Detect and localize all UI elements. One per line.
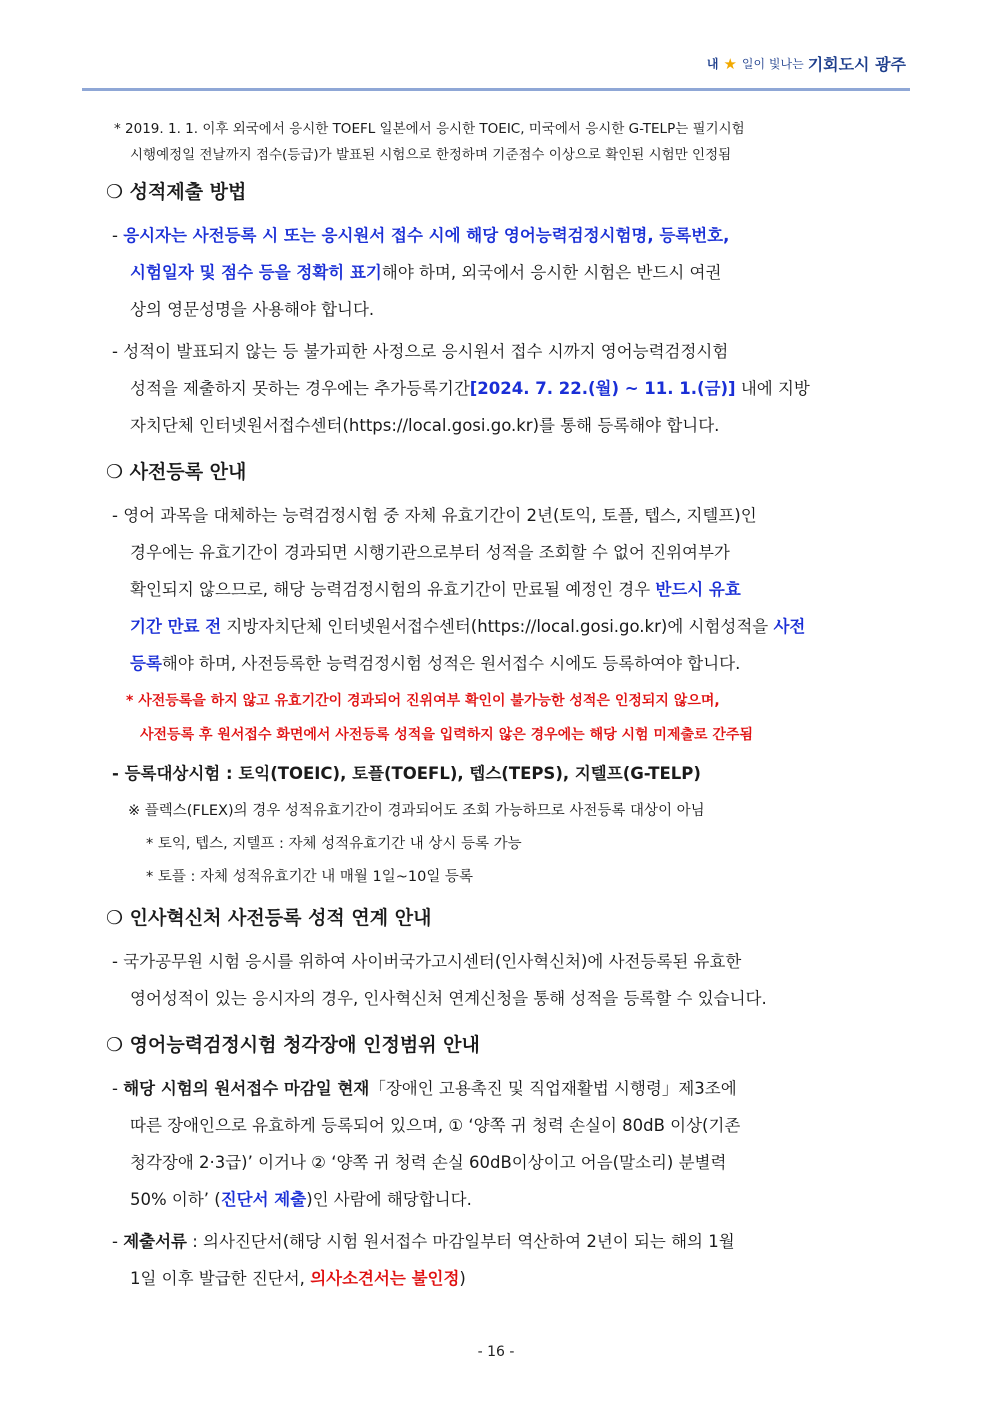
sec4-bullet1-line1 [112, 1075, 992, 1099]
sec4-blue-diagnosis: 진단서 제출 [220, 1190, 307, 1209]
sec4-text-documents: : 의사진단서(해당 시험 원서접수 마감일부터 역산하여 2년이 되는 해의 1월 [186, 1232, 735, 1251]
section-title-hearing-impairment: ❍ 영어능력검정시험 청각장애 인정범위 안내 [106, 1034, 480, 1056]
logo-small-text: 내 [706, 57, 719, 71]
dash: - [112, 226, 124, 245]
sec1-bullet1-line2 [130, 259, 992, 283]
sec4-text-b: )인 사람에 해당합니다. [306, 1190, 472, 1209]
sec2-blue-pre: 사전 [773, 617, 806, 636]
sec2-text-b: 지방자치단체 인터넷원서접수센터(https://local.gosi.go.kr)에 시험성적을 [221, 617, 774, 636]
section-title-score-submission: ❍ 성적제출 방법 [106, 181, 247, 203]
sec4-red-not-accepted: 의사소견서는 불인정 [310, 1269, 460, 1288]
sec4-bullet2-line2 [130, 1265, 992, 1289]
sec2-warning-line1: * 사전등록을 하지 않고 유효기간이 경과되어 진위여부 확인이 불가능한 성적은 인정되지 않으며, [126, 693, 720, 709]
sec4-bold-documents: 제출서류 [123, 1232, 187, 1251]
sec2-warning-line2: 사전등록 후 원서접수 화면에서 사전등록 성적을 입력하지 않은 경우에는 해당 시험 미제출로 간주됨 [140, 727, 753, 743]
sec2-bullet1-line1: - 영어 과목을 대체하는 능력검정시험 중 자체 유효기간이 2년(토익, 토플, 텝스, 지텔프)인 [112, 506, 757, 525]
sec2-text-a: 확인되지 않으므로, 해당 능력검정시험의 유효기간이 만료될 예정인 경우 [130, 580, 656, 599]
sec3-line2: 영어성적이 있는 응시자의 경우, 인사혁신처 연계신청을 통해 성적을 등록할 수 있습니다. [130, 989, 767, 1008]
sec1-bullet1-blue2: 시험일자 및 점수 등을 정확히 표기 [130, 263, 382, 282]
sec2-blue-must: 반드시 유효 [655, 580, 741, 599]
sec1-bullet2-text-b: 내에 지방 [735, 379, 810, 398]
sec2-bullet1-line4 [130, 613, 992, 637]
sec2-bullet1-line2: 경우에는 유효기간이 경과되면 시행기관으로부터 성적을 조회할 수 없어 진위여부가 [130, 543, 730, 562]
section-title-pre-registration: ❍ 사전등록 안내 [106, 461, 247, 483]
header-divider [82, 88, 910, 91]
sec1-bullet1-line1 [112, 222, 992, 246]
page-number: - 16 - [477, 1344, 515, 1360]
sec2-blue-register: 등록 [130, 654, 162, 673]
star-icon: ★ [723, 54, 737, 73]
sec1-bullet2-line2 [130, 375, 992, 399]
note-top-line1: * 2019. 1. 1. 이후 외국에서 응시한 TOEFL 일본에서 응시한 TOEIC, 미국에서 응시한 G-TELP는 필기시험 [114, 121, 745, 137]
sec4-bullet1-line4 [130, 1186, 992, 1210]
sec4-bullet2-line1 [112, 1228, 992, 1252]
sec2-note2: * 토플 : 자체 성적유효기간 내 매월 1일~10일 등록 [146, 869, 473, 885]
sec1-bullet2-text-a: 성적을 제출하지 못하는 경우에는 추가등록기간 [130, 379, 470, 398]
sec2-note1: * 토익, 텝스, 지텔프 : 자체 성적유효기간 내 상시 등록 가능 [146, 836, 522, 852]
sec3-line1: - 국가공무원 시험 응시를 위하여 사이버국가고시센터(인사혁신처)에 사전등록된 유효한 [112, 952, 742, 971]
sec2-text-c: 해야 하며, 사전등록한 능력검정시험 성적은 원서접수 시에도 등록하여야 합니다. [161, 654, 741, 673]
sec1-bullet1-line3: 상의 영문성명을 사용해야 합니다. [130, 300, 375, 319]
header-logo [707, 52, 906, 75]
sec4-text-d: ) [459, 1269, 466, 1288]
sec1-bullet2-line1: - 성적이 발표되지 않는 등 불가피한 사정으로 응시원서 접수 시까지 영어능력검정시험 [112, 342, 729, 361]
sec4-text-c: 1일 이후 발급한 진단서, [130, 1269, 311, 1288]
sec4-text-a: 50% 이하’ ( [130, 1190, 221, 1209]
logo-city: 기회도시 광주 [807, 55, 906, 74]
sec2-bullet1-line5 [130, 650, 992, 674]
sec4-bold-deadline: 해당 시험의 원서접수 마감일 현재 [123, 1079, 370, 1098]
dash: - [112, 1232, 124, 1251]
sec2-flex-note: ※ 플렉스(FLEX)의 경우 성적유효기간이 경과되어도 조회 가능하므로 사전등록 대상이 아님 [128, 803, 705, 819]
sec1-bullet1-blue: 응시자는 사전등록 시 또는 응시원서 접수 시에 해당 영어능력검정시험명, 등록번호, [123, 226, 730, 245]
note-top-line2: 시행예정일 전날까지 점수(등급)가 발표된 시험으로 한정하며 기준점수 이상으로 확인된 시험만 인정됨 [130, 147, 732, 163]
sec2-target-tests: - 등록대상시험 : 토익(TOEIC), 토플(TOEFL), 텝스(TEPS), 지텔프(G-TELP) [112, 764, 701, 783]
additional-registration-period: [2024. 7. 22.(월) ~ 11. 1.(금)] [469, 379, 736, 398]
dash: - [112, 1079, 124, 1098]
logo-slogan: 일이 빛나는 [741, 57, 804, 71]
sec2-blue-before-expiry: 기간 만료 전 [130, 617, 222, 636]
sec4-bullet1-line3: 청각장애 2·3급)’ 이거나 ② ‘양쪽 귀 청력 손실 60dB이상이고 어음(말소리) 분별력 [130, 1153, 727, 1172]
sec4-text-law: 「장애인 고용촉진 및 직업재활법 시행령」제3조에 [369, 1079, 737, 1098]
sec2-bullet1-line3 [130, 576, 992, 600]
sec1-bullet1-rest: 해야 하며, 외국에서 응시한 시험은 반드시 여권 [381, 263, 722, 282]
sec4-bullet1-line2: 따른 장애인으로 유효하게 등록되어 있으며, ① ‘양쪽 귀 청력 손실이 80dB 이상(기존 [130, 1116, 741, 1135]
section-title-linkage: ❍ 인사혁신처 사전등록 성적 연계 안내 [106, 907, 432, 929]
sec1-bullet2-line3: 자치단체 인터넷원서접수센터(https://local.gosi.go.kr)를 통해 등록해야 합니다. [130, 416, 720, 435]
